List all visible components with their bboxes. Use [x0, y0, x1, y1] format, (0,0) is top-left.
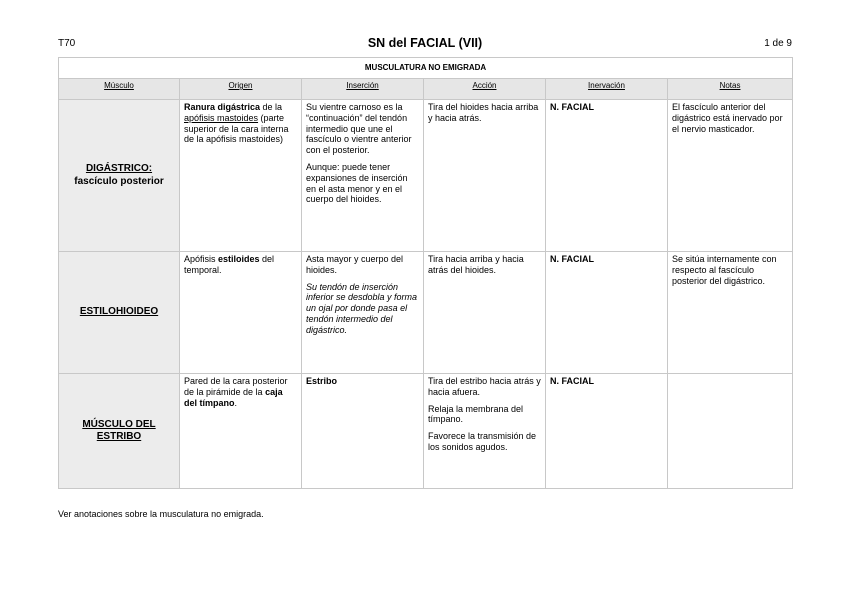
accion-cell: [424, 100, 546, 252]
accion-paragraph: Relaja la membrana del tímpano.: [428, 403, 524, 425]
document-title: SN del FACIAL (VII): [367, 36, 483, 50]
accion-cell: [424, 374, 546, 489]
origen-text: .: [234, 397, 238, 408]
column-header-musculo: Músculo: [59, 79, 180, 100]
accion-paragraph: Favorece la transmisión de los sonidos agudos.: [428, 431, 537, 452]
insercion-paragraph: Asta mayor y cuerpo del hioides.: [306, 254, 404, 275]
footnote: Ver anotaciones sobre la musculatura no emigrada.: [58, 509, 264, 519]
origen-text: (parte superior de la cara interna de la apófisis mastoides): [184, 112, 289, 145]
muscle-cell: [59, 100, 180, 252]
origen-bold-text: Ranura digástrica: [184, 102, 261, 112]
origen-bold-text: caja del tímpano: [184, 386, 283, 408]
insercion-paragraph: Su vientre carnoso es la “continuación” del tendón intermedio que une el fascículo o vientre anterior con el posterior.: [306, 102, 412, 156]
origen-cell: [180, 374, 302, 489]
column-header-row: [59, 79, 793, 100]
origen-bold-text: estiloides: [218, 254, 260, 264]
insercion-cell: [302, 374, 424, 489]
insercion-paragraph: Aunque: puede tener expansiones de inserción en el asta menor y en el cuerpo del hioides.: [306, 161, 408, 205]
origen-text: Pared de la cara posterior de la pirámide de la: [184, 376, 288, 397]
muscle-cell: [59, 252, 180, 374]
insercion-paragraph: Estribo: [306, 376, 338, 386]
muscle-table: [58, 57, 793, 489]
origen-cell: [180, 100, 302, 252]
column-header-insercion: Inserción: [302, 79, 424, 100]
origen-underlined-text: apófisis mastoides: [184, 112, 259, 123]
notas-cell: [668, 374, 793, 489]
insercion-italic-paragraph: Su tendón de inserción inferior se desdobla y forma un ojal por donde pasa el tendón intermedio del digástrico.: [306, 281, 418, 335]
origen-text: del temporal.: [184, 254, 275, 275]
origen-text: de la: [260, 102, 283, 112]
column-header-inervacion: Inervación: [546, 79, 668, 100]
notas-cell: El fascículo anterior del digástrico está inervado por el nervio masticador.: [668, 100, 793, 252]
inervacion-cell: N. FACIAL: [546, 374, 668, 489]
page-indicator: 1 de 9: [764, 38, 792, 49]
muscle-subname: fascículo posterior: [74, 175, 164, 187]
column-header-notas: Notas: [668, 79, 793, 100]
insercion-cell: [302, 252, 424, 374]
table-row: [59, 100, 793, 252]
notas-cell: Se sitúa internamente con respecto al fascículo posterior del digástrico.: [668, 252, 793, 374]
document-code: T70: [58, 38, 76, 49]
document-header: [58, 38, 792, 54]
insercion-cell: [302, 100, 424, 252]
column-header-accion: Acción: [424, 79, 546, 100]
muscle-name: ESTILOHIOIDEO: [79, 306, 159, 318]
muscle-name: MÚSCULO DEL ESTRIBO: [82, 418, 156, 442]
section-title: MUSCULATURA NO EMIGRADA: [59, 58, 793, 79]
inervacion-cell: N. FACIAL: [546, 252, 668, 374]
origen-cell: [180, 252, 302, 374]
inervacion-cell: N. FACIAL: [546, 100, 668, 252]
accion-paragraph: Tira del estribo hacia atrás y hacia afuera.: [428, 376, 541, 397]
table-row: [59, 252, 793, 374]
accion-cell: [424, 252, 546, 374]
table-row: [59, 374, 793, 489]
accion-paragraph: Tira del hioides hacia arriba y hacia atrás.: [428, 102, 539, 123]
muscle-name: DIGÁSTRICO:: [85, 163, 153, 174]
column-header-origen: Origen: [180, 79, 302, 100]
origen-text: Apófisis: [184, 254, 219, 264]
muscle-cell: [59, 374, 180, 489]
accion-paragraph: Tira hacia arriba y hacia atrás del hioides.: [428, 254, 524, 275]
